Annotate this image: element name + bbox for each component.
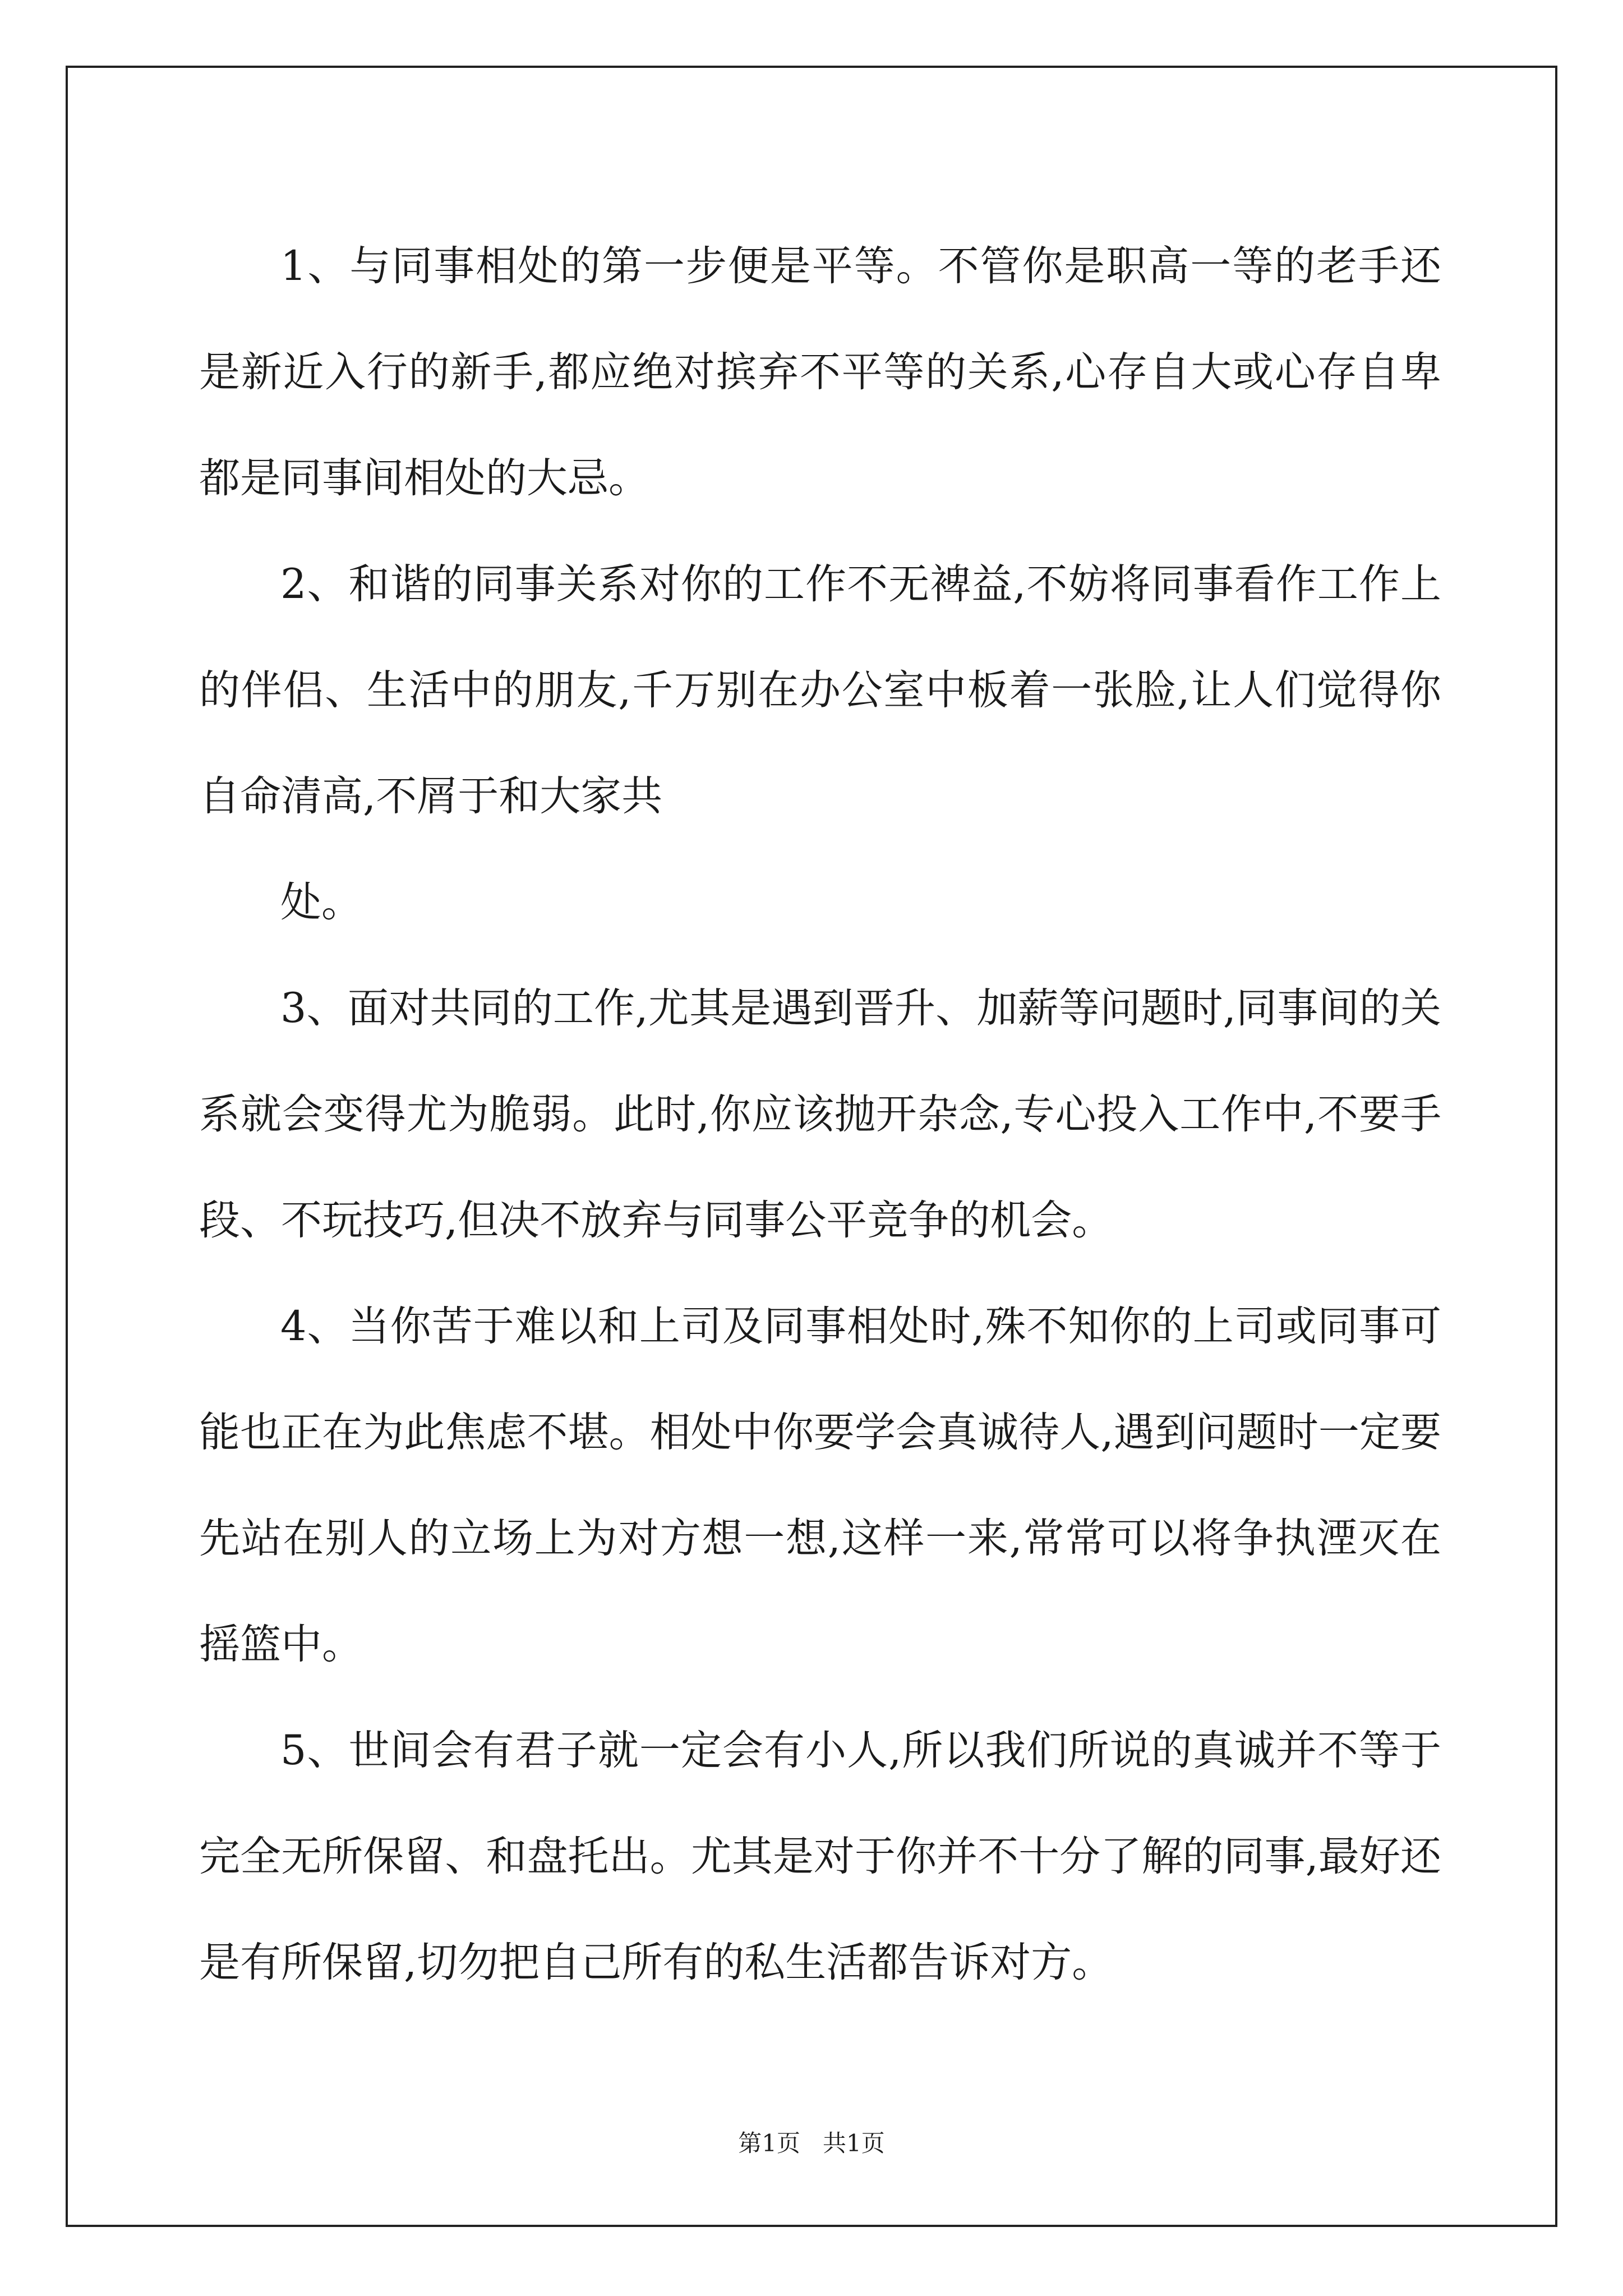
paragraph-5: 5、世间会有君子就一定会有小人,所以我们所说的真诚并不等于完全无所保留、和盘托出。尤其是对于你并不十分了解的同事,最好还是有所保留,切勿把自己所有的私生活都告诉对方。 (199, 1727, 1441, 1986)
paragraph-2-continuation: 处。 (280, 878, 362, 926)
paragraph-4: 4、当你苦于难以和上司及同事相处时,殊不知你的上司或同事可能也正在为此焦虑不堪。相处中你要学会真诚待人,遇到问题时一定要先站在别人的立场上为对方想一想,这样一来,常常可以将争执湮灭在摇篮中。 (199, 1303, 1441, 1668)
paragraph-2: 2、和谐的同事关系对你的工作不无裨益,不妨将同事看作工作上的伴侣、生活中的朋友,千万别在办公室中板着一张脸,让人们觉得你自命清高,不屑于和大家共 (199, 560, 1441, 820)
document-body (199, 213, 1441, 2016)
paragraph-3: 3、面对共同的工作,尤其是遇到晋升、加薪等问题时,同事间的关系就会变得尤为脆弱。此时,你应该抛开杂念,专心投入工作中,不要手段、不玩技巧,但决不放弃与同事公平竞争的机会。 (199, 984, 1441, 1244)
paragraph-1: 1、与同事相处的第一步便是平等。不管你是职高一等的老手还是新近入行的新手,都应绝对摈弃不平等的关系,心存自大或心存自卑都是同事间相处的大忌。 (199, 242, 1441, 502)
page-footer: 第1页 共1页 (738, 2129, 885, 2157)
